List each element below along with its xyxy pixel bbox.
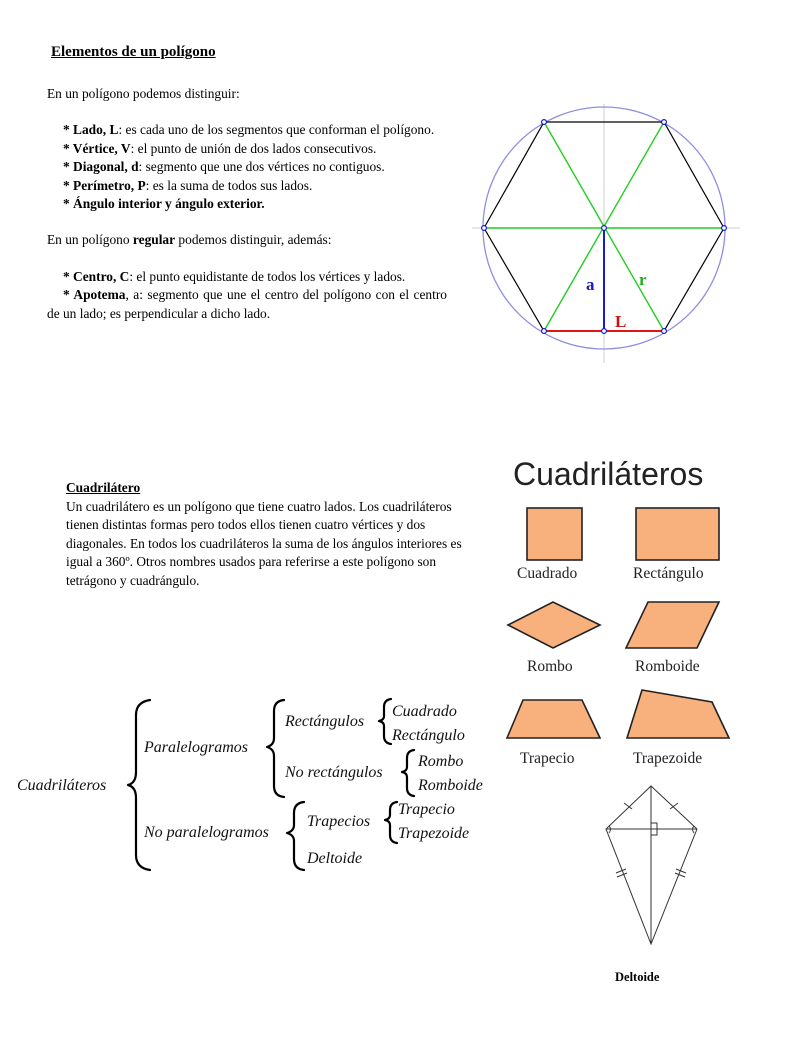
deltoide-caption: Deltoide: [615, 970, 660, 984]
brace-no-rectangulos: [402, 750, 414, 796]
section-title-cuadrilatero: Cuadrilátero: [66, 480, 141, 495]
shape-trapezoide: [627, 690, 729, 738]
tree-no-rectangulos: No rectángulos: [285, 764, 383, 781]
brace-no-paralelogramos: [287, 802, 304, 870]
tree-rectangulo: Rectángulo: [392, 727, 465, 744]
brace-trapecios: [385, 802, 397, 843]
tick-lower-right-2: [675, 873, 685, 877]
tree-no-paralelogramos: No paralelogramos: [144, 824, 269, 841]
shape-rectangulo: [636, 508, 719, 560]
item-vertice: * Vértice, V: el punto de unión de dos lados consecutivos.: [63, 140, 377, 156]
intro-text: En un polígono podemos distinguir:: [47, 86, 240, 101]
tree-trapezoide: Trapezoide: [398, 825, 470, 842]
brace-paralelogramos: [267, 700, 284, 797]
label-trapecio: Trapecio: [520, 750, 575, 767]
tree-rombo: Rombo: [418, 753, 464, 770]
tree-paralelogramos: Paralelogramos: [144, 739, 248, 756]
regular-intro: En un polígono regular podemos distinguir, además:: [47, 232, 332, 248]
label-romboide: Romboide: [635, 658, 700, 675]
deltoide-diagram: [596, 780, 706, 952]
item-diagonal: * Diagonal, d: segmento que une dos vértices no contiguos.: [63, 159, 385, 175]
label-L: L: [615, 312, 627, 331]
label-trapezoide: Trapezoide: [633, 750, 703, 767]
label-r: r: [639, 270, 647, 289]
classification-tree: [10, 685, 490, 875]
tick-lower-left-2: [617, 873, 627, 877]
item-perimetro: * Perímetro, P: es la suma de todos sus lados.: [63, 177, 313, 193]
item-centro: * Centro, C: el punto equidistante de todos los vértices y lados.: [63, 268, 406, 284]
item-lado: * Lado, L: es cada uno de los segmentos que conforman el polígono.: [63, 122, 435, 138]
label-rombo: Rombo: [527, 658, 573, 675]
elementos-text-block: [47, 85, 447, 323]
label-rectangulo: Rectángulo: [633, 565, 704, 582]
shape-cuadrado: [527, 508, 582, 560]
label-a: a: [586, 275, 595, 294]
tree-cuadrado: Cuadrado: [392, 703, 457, 720]
brace-rectangulos: [379, 699, 391, 744]
item-angulo: * Ángulo interior y ángulo exterior.: [63, 196, 265, 212]
tree-rectangulos: Rectángulos: [285, 713, 365, 730]
shape-trapecio: [507, 700, 600, 738]
shape-rombo: [508, 602, 600, 648]
tree-root: Cuadriláteros: [17, 777, 107, 794]
brace-root: [128, 700, 150, 870]
hexagon-diagram: [470, 103, 740, 365]
cuadrilateros-figure: [496, 450, 746, 780]
tick-lower-left-1: [616, 869, 626, 873]
tree-trapecios: Trapecios: [307, 813, 371, 830]
tree-deltoide: Deltoide: [307, 850, 363, 867]
label-cuadrado: Cuadrado: [517, 565, 578, 582]
item-apotema: * Apotema, a: segmento que une el centro del polígono con el centro de un lado; es perpendicular a dicho lado.: [47, 287, 448, 321]
shape-romboide: [626, 602, 719, 648]
tree-romboide: Romboide: [418, 777, 483, 794]
section-title-elementos: Elementos de un polígono: [51, 44, 216, 60]
cuadrilatero-text: Un cuadrilátero es un polígono que tiene cuatro lados. Los cuadriláteros tienen distintas formas pero todos ellos tienen cuatro vértices y dos diagonales. En todos los cuadriláteros la suma de los ángulos interiores es igual a 360º. Otros nombres usados para referirse a este polígono son tetrágono y cuadrángulo.: [66, 499, 462, 588]
figure-title: Cuadriláteros: [513, 456, 704, 492]
tree-trapecio: Trapecio: [398, 801, 455, 818]
